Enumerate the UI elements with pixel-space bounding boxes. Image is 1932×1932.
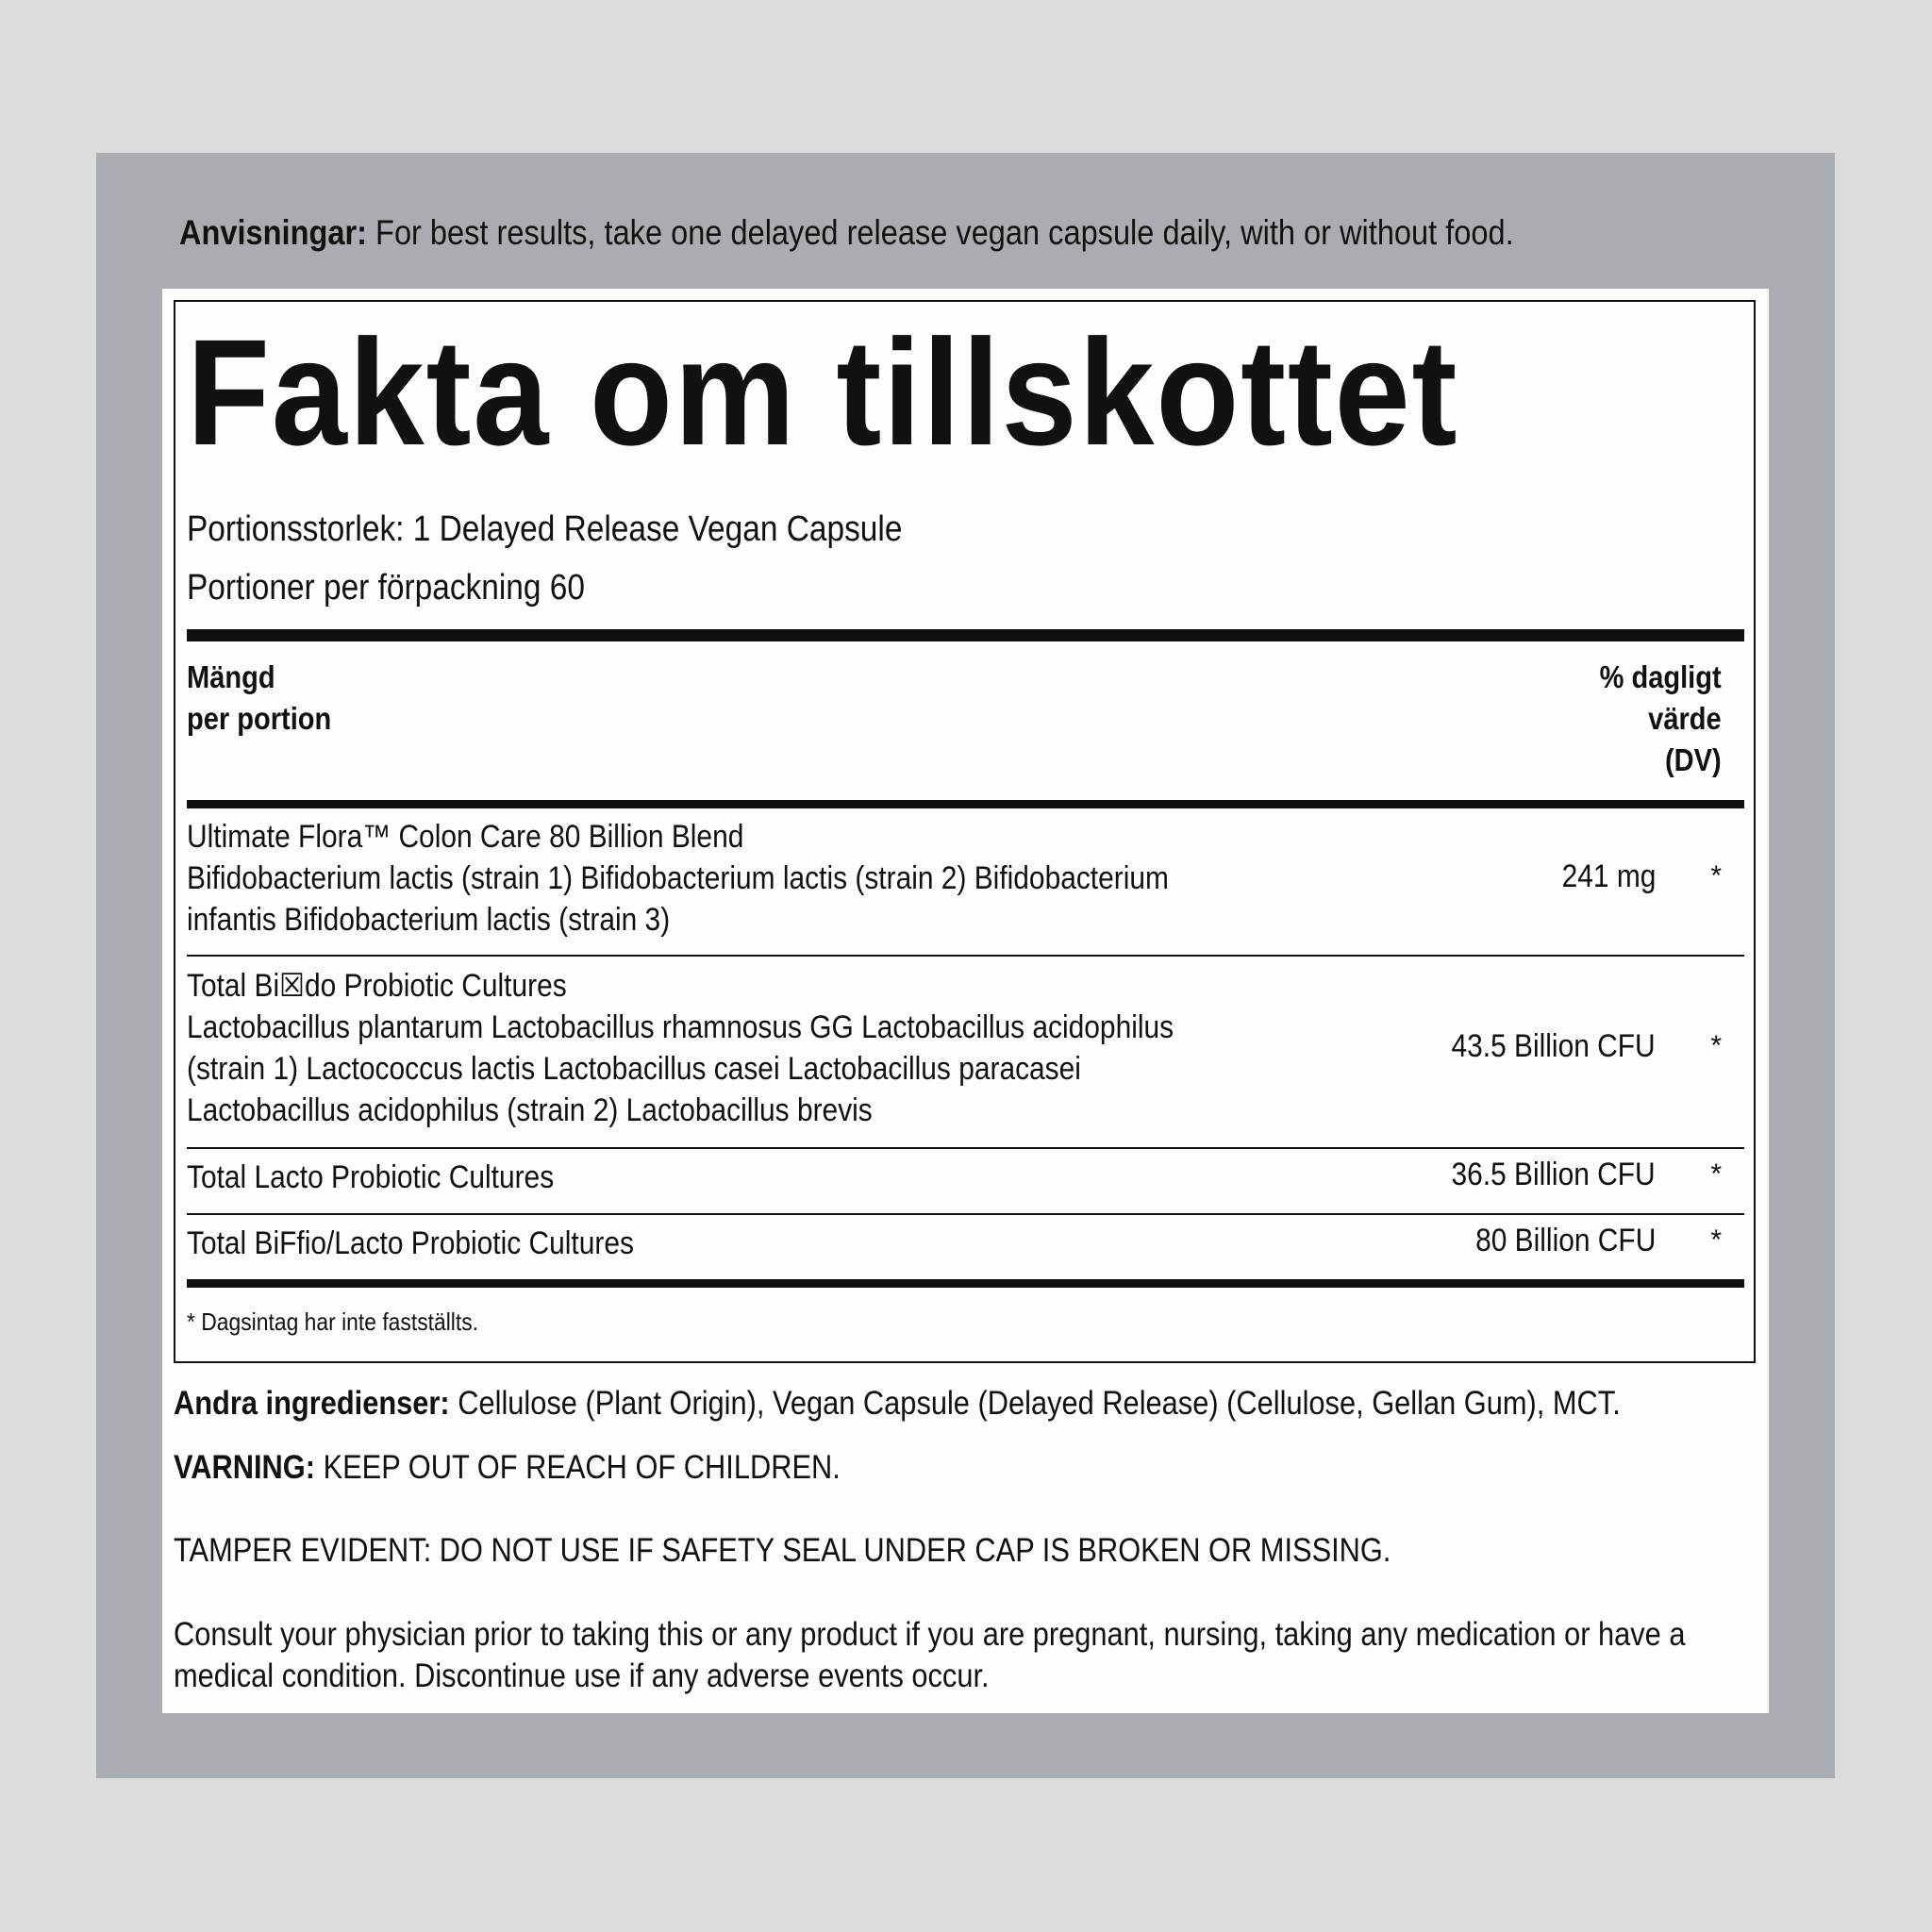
servings-per-container: Portioner per förpackning 60 [187,568,585,608]
header-left-line: per portion [187,701,332,736]
tamper-evident-notice: TAMPER EVIDENT: DO NOT USE IF SAFETY SEAL UNDER CAP IS BROKEN OR MISSING. [174,1532,1391,1569]
daily-value-mark: * [1710,1158,1722,1190]
directions [179,213,1591,253]
ingredient-detail: Bifidobacterium lactis (strain 1) Bifidobacterium lactis (strain 2) Bifidobacterium [187,860,1169,896]
other-ingredients-text: Cellulose (Plant Origin), Vegan Capsule (Delayed Release) (Cellulose, Gellan Gum), MCT. [449,1385,1621,1422]
thin-divider [187,1147,1744,1149]
daily-value-mark: * [1710,1224,1722,1256]
warning [174,1447,841,1489]
other-ingredients-label: Andra ingredienser: [174,1385,450,1422]
header-right-line: % dagligt [1599,659,1722,694]
ingredient-amount: 241 mg [1561,858,1656,894]
ingredient-name: Total BiFfio/Lacto Probiotic Cultures [187,1225,634,1261]
ingredient-row [187,1223,634,1264]
ingredient-row [187,816,1169,941]
supplement-facts-box [174,300,1756,1363]
ingredient-name: Total Lacto Probiotic Cultures [187,1159,555,1195]
consult-line: medical condition. Discontinue use if any adverse events occur. [174,1657,990,1694]
facts-title: Fakta om tillskottet [187,308,1459,476]
ingredient-name: Ultimate Flora™ Colon Care 80 Billion Blend [187,819,744,855]
directions-label: Anvisningar: [179,213,368,252]
daily-value-header [1600,657,1722,781]
daily-value-mark: * [1710,860,1722,891]
medium-divider [187,800,1744,808]
ingredient-amount: 80 Billion CFU [1474,1223,1656,1258]
header-right-line: (DV) [1665,742,1722,777]
directions-text: For best results, take one delayed release vegan capsule daily, with or without food. [367,213,1514,252]
warning-text: KEEP OUT OF REACH OF CHILDREN. [315,1449,841,1486]
consult-line: Consult your physician prior to taking this or any product if you are pregnant, nursing, taking any medication or have a [174,1616,1686,1653]
daily-value-mark: * [1710,1030,1722,1061]
ingredient-amount: 36.5 Billion CFU [1451,1157,1656,1192]
header-left-line: Mängd [187,659,275,694]
warning-label: VARNING: [174,1449,316,1486]
ingredient-name: Total Bi☒do Probiotic Cultures [187,968,567,1004]
header-right-line: värde [1648,701,1722,736]
thin-divider [187,1213,1744,1215]
serving-size: Portionsstorlek: 1 Delayed Release Vegan Capsule [187,509,903,549]
ingredient-detail: infantis Bifidobacterium lactis (strain 3) [187,902,671,938]
ingredient-detail: (strain 1) Lactococcus lactis Lactobacillus casei Lactobacillus paracasei [187,1051,1081,1087]
ingredient-detail: Lactobacillus plantarum Lactobacillus rhamnosus GG Lactobacillus acidophilus [187,1009,1174,1045]
amount-per-serving-header [187,657,331,740]
ingredient-detail: Lactobacillus acidophilus (strain 2) Lactobacillus brevis [187,1092,873,1128]
ingredient-amount: 43.5 Billion CFU [1451,1028,1656,1064]
ingredient-row [187,965,1174,1131]
consult-physician-notice [174,1614,1685,1697]
other-ingredients [174,1383,1621,1424]
ingredient-row [187,1157,554,1198]
thick-divider [187,629,1744,641]
medium-divider [187,1279,1744,1288]
thin-divider [187,955,1744,957]
footnote: * Dagsintag har inte fastställts. [187,1307,479,1336]
